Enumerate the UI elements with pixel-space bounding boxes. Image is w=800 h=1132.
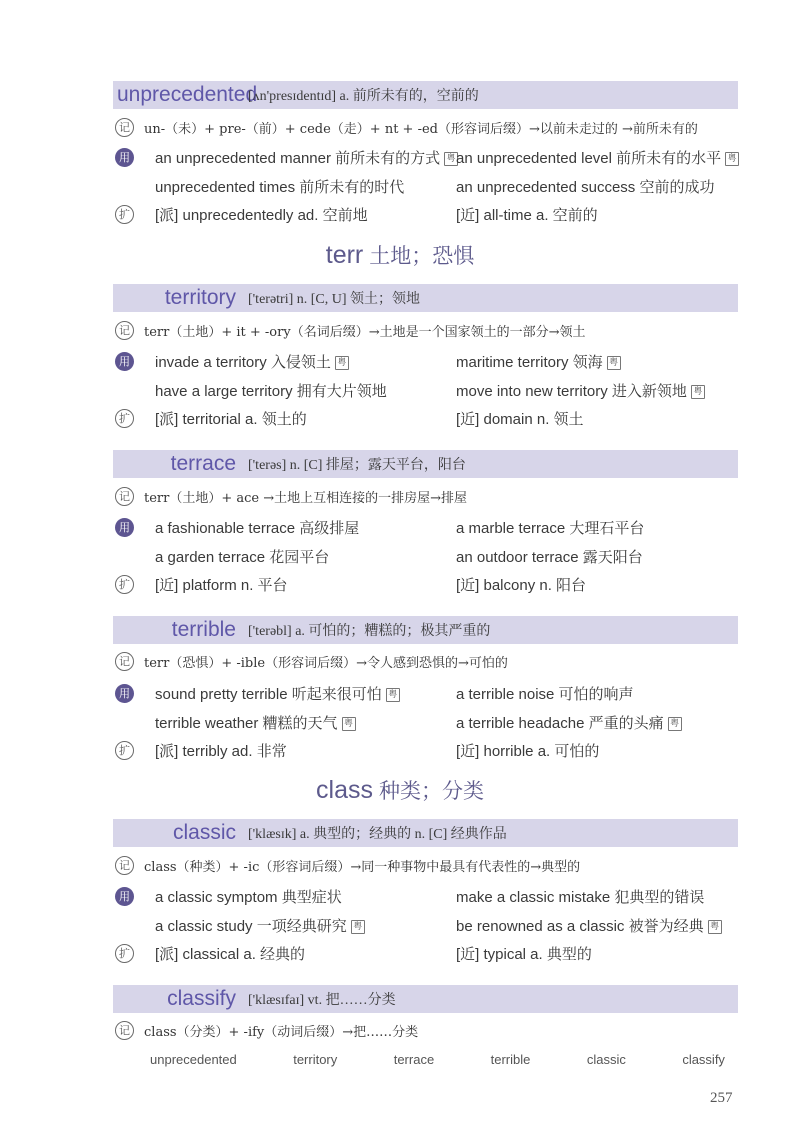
root-word: terr (325, 241, 364, 269)
review-word: terrace (393, 1052, 435, 1067)
definition: [ʌn'presɪdentɪd] a. 前所未有的，空前的 (248, 89, 479, 104)
derived-word: [派] territorial a. 领土的 (155, 410, 307, 428)
entry-header-territory (113, 284, 738, 312)
synonym: [近] balcony n. 阳台 (456, 576, 587, 594)
etymology-row (113, 485, 738, 507)
extension-badge-icon: 扩 (115, 575, 134, 594)
etymology: un-（未）+ pre-（前）+ cede（走）+ nt + -ed（形容词后缀）→以前未走过的 →前所未有的 (144, 121, 698, 137)
usage-row (113, 175, 738, 197)
memory-badge-icon: 记 (115, 321, 134, 340)
entry-header-unprecedented (113, 81, 738, 109)
etymology: terr（土地）+ ace →土地上互相连接的一排房屋→排屋 (144, 490, 468, 506)
memory-badge-icon: 记 (115, 652, 134, 671)
extension-row (113, 739, 738, 761)
review-word: unprecedented (150, 1052, 237, 1067)
usage-phrase: invade a territory 入侵领土 粤 (155, 351, 349, 372)
exam-mark-icon: 粤 (444, 152, 458, 166)
usage-phrase: unprecedented times 前所未有的时代 (155, 178, 405, 196)
etymology: class（种类）+ -ic（形容词后缀）→同一种事物中最具有代表性的→典型的 (144, 859, 581, 875)
headword: unprecedented (117, 83, 258, 106)
usage-row (113, 379, 738, 401)
usage-phrase: a terrible noise 可怕的响声 (456, 685, 634, 703)
entry-header-terrible (113, 616, 738, 644)
memory-badge-icon: 记 (115, 487, 134, 506)
headword: territory (164, 286, 236, 309)
synonym: [近] domain n. 领土 (456, 410, 584, 428)
usage-badge-icon: 用 (115, 518, 134, 537)
review-word: classify (682, 1052, 725, 1067)
exam-mark-icon: 粤 (335, 356, 349, 370)
usage-badge-icon: 用 (115, 352, 134, 371)
extension-row (113, 407, 738, 429)
exam-mark-icon: 粤 (691, 385, 705, 399)
exam-mark-icon: 粤 (708, 920, 722, 934)
headword: terrible (171, 618, 236, 641)
usage-badge-icon: 用 (115, 684, 134, 703)
headword: classic (172, 821, 236, 844)
definition: ['terətri] n. [C, U] 领土；领地 (248, 292, 421, 307)
root-meaning: 土地；恐惧 (369, 244, 475, 268)
derived-word: [派] classical a. 经典的 (155, 945, 306, 963)
exam-mark-icon: 粤 (607, 356, 621, 370)
usage-phrase: maritime territory 领海 粤 (456, 351, 621, 372)
exam-mark-icon: 粤 (725, 152, 739, 166)
usage-row (113, 545, 738, 567)
extension-row (113, 203, 738, 225)
usage-phrase: an unprecedented success 空前的成功 (456, 178, 715, 196)
etymology-row (113, 650, 738, 672)
root-heading-terr (0, 240, 800, 270)
usage-badge-icon: 用 (115, 887, 134, 906)
extension-badge-icon: 扩 (115, 944, 134, 963)
extension-badge-icon: 扩 (115, 741, 134, 760)
memory-badge-icon: 记 (115, 856, 134, 875)
root-word: class (316, 776, 373, 804)
usage-row (113, 516, 738, 538)
synonym: [近] horrible a. 可怕的 (456, 742, 600, 760)
etymology: terr（土地）+ it + -ory（名词后缀）→土地是一个国家领土的一部分→领土 (144, 324, 586, 340)
etymology: class（分类）+ -ify（动词后缀）→把……分类 (144, 1024, 419, 1040)
derived-word: [派] terribly ad. 非常 (155, 742, 287, 760)
page-number: 257 (710, 1090, 733, 1106)
exam-mark-icon: 粤 (342, 717, 356, 731)
etymology-row (113, 116, 738, 138)
review-word-list (150, 1052, 725, 1067)
synonym: [近] platform n. 平台 (155, 576, 288, 594)
definition: ['klæsɪfaɪ] vt. 把……分类 (248, 993, 396, 1008)
synonym: [近] all-time a. 空前的 (456, 206, 598, 224)
extension-row (113, 573, 738, 595)
usage-row (113, 711, 738, 733)
definition: ['terəbl] a. 可怕的；糟糕的；极其严重的 (248, 624, 491, 639)
etymology-row (113, 319, 738, 341)
usage-row (113, 146, 738, 168)
exam-mark-icon: 粤 (351, 920, 365, 934)
usage-phrase: a classic study 一项经典研究 粤 (155, 915, 365, 936)
usage-phrase: a marble terrace 大理石平台 (456, 519, 645, 537)
usage-phrase: make a classic mistake 犯典型的错误 (456, 888, 705, 906)
review-word: terrible (490, 1052, 531, 1067)
usage-phrase: an unprecedented level 前所未有的水平 粤 (456, 147, 739, 168)
usage-phrase: be renowned as a classic 被誉为经典 粤 (456, 915, 722, 936)
definition: ['terəs] n. [C] 排屋；露天平台，阳台 (248, 458, 466, 473)
entry-header-classic (113, 819, 738, 847)
review-word: territory (293, 1052, 338, 1067)
usage-row (113, 682, 738, 704)
root-heading-class (0, 775, 800, 805)
memory-badge-icon: 记 (115, 1021, 134, 1040)
usage-phrase: a terrible headache 严重的头痛 粤 (456, 712, 682, 733)
usage-row (113, 914, 738, 936)
etymology: terr（恐惧）+ -ible（形容词后缀）→令人感到恐惧的→可怕的 (144, 655, 508, 671)
root-meaning: 种类；分类 (378, 779, 484, 803)
usage-phrase: an unprecedented manner 前所未有的方式 粤 (155, 147, 458, 168)
usage-row (113, 350, 738, 372)
extension-badge-icon: 扩 (115, 205, 134, 224)
definition: ['klæsɪk] a. 典型的；经典的 n. [C] 经典作品 (248, 827, 507, 842)
etymology-row (113, 854, 738, 876)
entry-header-terrace (113, 450, 738, 478)
usage-phrase: terrible weather 糟糕的天气 粤 (155, 712, 356, 733)
usage-phrase: an outdoor terrace 露天阳台 (456, 548, 643, 566)
headword: terrace (170, 452, 236, 475)
usage-phrase: a classic symptom 典型症状 (155, 888, 342, 906)
review-word: classic (586, 1052, 626, 1067)
usage-badge-icon: 用 (115, 148, 134, 167)
extension-badge-icon: 扩 (115, 409, 134, 428)
headword: classify (167, 987, 236, 1010)
memory-badge-icon: 记 (115, 118, 134, 137)
usage-phrase: a fashionable terrace 高级排屋 (155, 519, 360, 537)
exam-mark-icon: 粤 (386, 688, 400, 702)
usage-phrase: a garden terrace 花园平台 (155, 548, 330, 566)
usage-phrase: sound pretty terrible 听起来很可怕 粤 (155, 683, 400, 704)
usage-phrase: have a large territory 拥有大片领地 (155, 382, 387, 400)
etymology-row (113, 1019, 738, 1041)
derived-word: [派] unprecedentedly ad. 空前地 (155, 206, 368, 224)
extension-row (113, 942, 738, 964)
synonym: [近] typical a. 典型的 (456, 945, 592, 963)
entry-header-classify (113, 985, 738, 1013)
usage-row (113, 885, 738, 907)
exam-mark-icon: 粤 (668, 717, 682, 731)
usage-phrase: move into new territory 进入新领地 粤 (456, 380, 705, 401)
